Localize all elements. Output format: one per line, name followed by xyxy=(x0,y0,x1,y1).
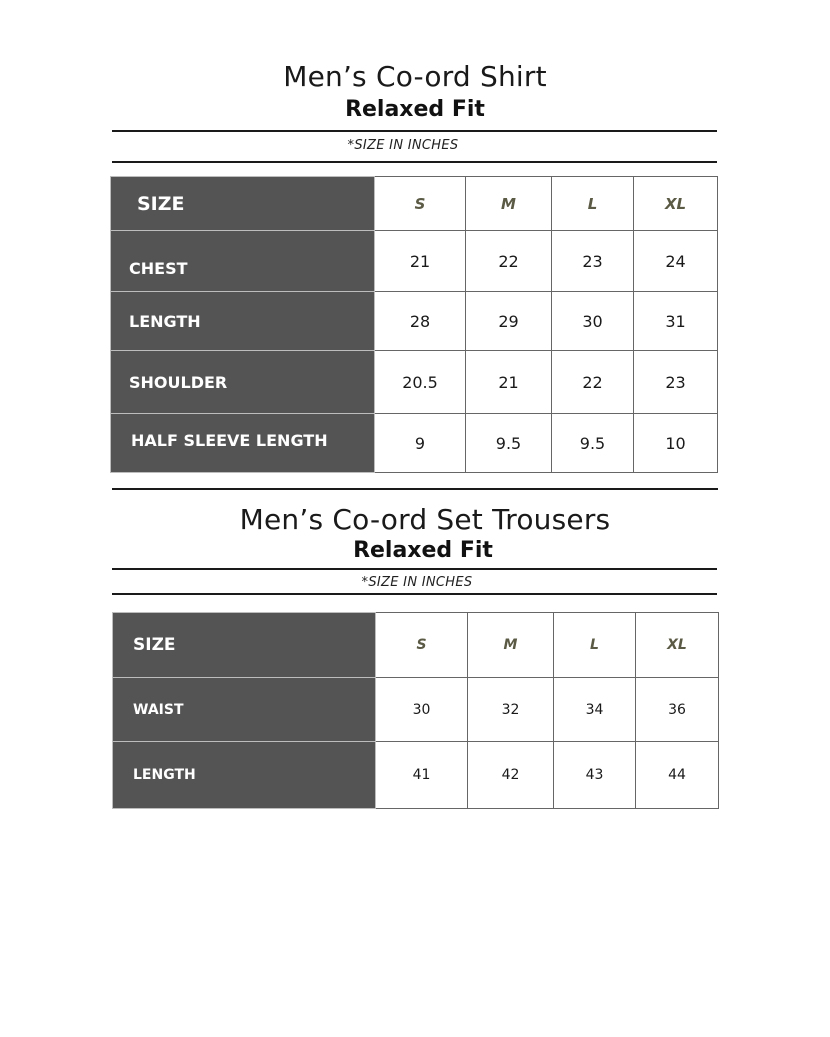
trousers-size-l: L xyxy=(554,613,636,678)
table-cell: 9 xyxy=(375,414,466,473)
row-label-length: LENGTH xyxy=(113,742,376,809)
row-label-chest: CHEST xyxy=(111,231,375,292)
table-cell: 9.5 xyxy=(552,414,634,473)
table-cell: 43 xyxy=(554,742,636,809)
table-row xyxy=(111,231,718,292)
table-cell: 36 xyxy=(636,678,719,742)
trousers-header-row xyxy=(113,613,719,678)
trousers-size-table xyxy=(112,612,719,809)
table-row xyxy=(111,292,718,351)
trousers-top-divider xyxy=(112,488,718,490)
row-label-length: LENGTH xyxy=(111,292,375,351)
shirt-size-l: L xyxy=(552,177,634,231)
table-cell: 31 xyxy=(634,292,718,351)
row-label-half-sleeve-length: HALF SLEEVE LENGTH xyxy=(111,414,375,473)
trousers-size-s: S xyxy=(376,613,468,678)
shirt-size-s: S xyxy=(375,177,466,231)
shirt-title: Men’s Co-ord Shirt xyxy=(283,60,547,93)
shirt-bottom-rule xyxy=(112,161,717,163)
trousers-size-xl: XL xyxy=(636,613,719,678)
table-cell: 23 xyxy=(634,351,718,414)
shirt-top-rule xyxy=(112,130,717,132)
table-row xyxy=(111,351,718,414)
table-cell: 23 xyxy=(552,231,634,292)
table-cell: 28 xyxy=(375,292,466,351)
table-cell: 24 xyxy=(634,231,718,292)
shirt-size-header: SIZE xyxy=(111,177,375,231)
shirt-size-table xyxy=(110,176,718,473)
row-label-shoulder: SHOULDER xyxy=(111,351,375,414)
shirt-size-note: *SIZE IN INCHES xyxy=(347,138,459,153)
table-cell: 30 xyxy=(552,292,634,351)
table-cell: 41 xyxy=(376,742,468,809)
table-cell: 32 xyxy=(468,678,554,742)
trousers-bottom-rule xyxy=(112,593,717,595)
shirt-size-m: M xyxy=(466,177,552,231)
table-row xyxy=(113,742,719,809)
trousers-top-rule xyxy=(112,568,717,570)
table-cell: 9.5 xyxy=(466,414,552,473)
table-cell: 20.5 xyxy=(375,351,466,414)
shirt-subtitle: Relaxed Fit xyxy=(345,97,485,122)
trousers-subtitle: Relaxed Fit xyxy=(353,538,493,563)
table-cell: 22 xyxy=(552,351,634,414)
table-cell: 10 xyxy=(634,414,718,473)
trousers-size-m: M xyxy=(468,613,554,678)
row-label-waist: WAIST xyxy=(113,678,376,742)
table-cell: 21 xyxy=(466,351,552,414)
table-cell: 30 xyxy=(376,678,468,742)
table-cell: 22 xyxy=(466,231,552,292)
trousers-size-note: *SIZE IN INCHES xyxy=(361,575,473,590)
table-cell: 44 xyxy=(636,742,719,809)
table-cell: 21 xyxy=(375,231,466,292)
table-row xyxy=(113,678,719,742)
table-cell: 42 xyxy=(468,742,554,809)
shirt-header-row xyxy=(111,177,718,231)
shirt-size-xl: XL xyxy=(634,177,718,231)
trousers-size-header: SIZE xyxy=(113,613,376,678)
table-cell: 29 xyxy=(466,292,552,351)
trousers-title: Men’s Co-ord Set Trousers xyxy=(239,503,611,536)
table-cell: 34 xyxy=(554,678,636,742)
table-row xyxy=(111,414,718,473)
